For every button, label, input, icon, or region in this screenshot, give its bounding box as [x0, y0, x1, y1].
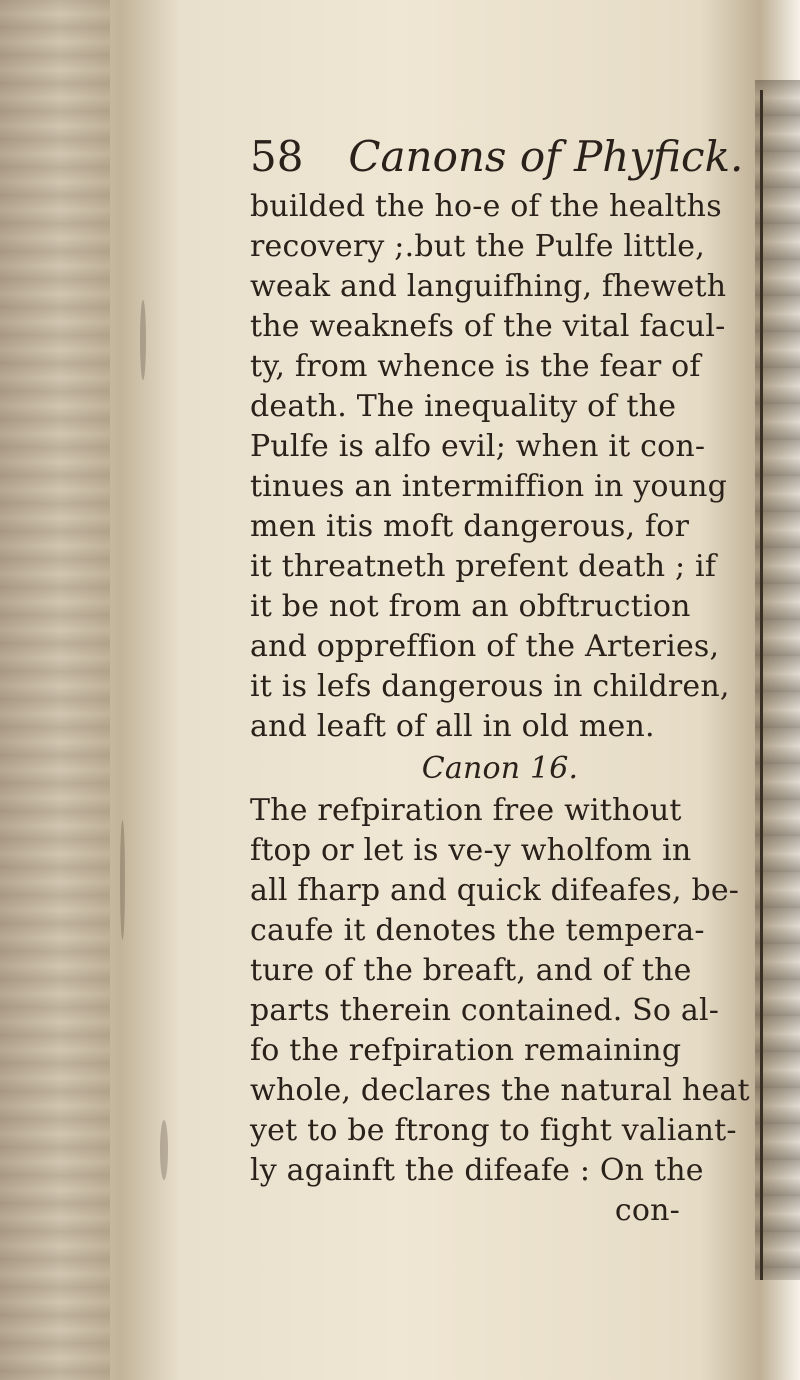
text-line: builded the ho-e of the healths — [250, 189, 722, 224]
text-line: men itis moft dangerous, for — [250, 509, 690, 544]
text-line: The refpiration free without — [250, 793, 682, 828]
text-line: parts therein contained. So al- — [250, 993, 720, 1028]
paper-stain — [140, 300, 146, 380]
page-number: 58 — [250, 132, 304, 181]
text-line: ftop or let is ve-y wholfom in — [250, 833, 692, 868]
text-line: it is lefs dangerous in children, — [250, 669, 730, 704]
text-line: weak and languifhing, fheweth — [250, 269, 727, 304]
book-page — [240, 115, 750, 1228]
text-line: death. The inequality of the — [250, 389, 677, 424]
text-line: all fharp and quick difeafes, be- — [250, 873, 740, 908]
text-line: the weaknefs of the vital facul- — [250, 309, 726, 344]
text-line: Pulfe is alfo evil; when it con- — [250, 429, 706, 464]
text-line: fo the refpiration remaining — [250, 1033, 682, 1068]
text-line: and oppreffion of the Arteries, — [250, 629, 720, 664]
canon-heading: Canon 16. — [421, 751, 579, 786]
paper-stain — [120, 820, 125, 940]
catchword: con- — [614, 1193, 680, 1228]
text-line: ly againft the difeafe : On the — [250, 1153, 704, 1188]
text-line: yet to be ftrong to fight valiant- — [250, 1113, 737, 1148]
left-page-edge — [0, 0, 110, 1380]
paper-stain — [160, 1120, 168, 1180]
page-header — [250, 127, 744, 187]
text-line: tinues an intermiffion in young — [250, 469, 728, 504]
text-line: ture of the breaft, and of the — [250, 953, 692, 988]
text-line: it be not from an obftruction — [250, 589, 691, 624]
text-line: it threatneth prefent death ; if — [250, 549, 717, 584]
text-line: ty, from whence is the fear of — [250, 349, 701, 384]
running-title: Canons of Phyfick. — [348, 132, 744, 181]
text-line: and leaft of all in old men. — [250, 709, 655, 744]
gutter-line — [760, 90, 763, 1280]
text-line: whole, declares the natural heat — [250, 1073, 750, 1108]
text-line: recovery ;.but the Pulfe little, — [250, 229, 705, 264]
text-line: caufe it denotes the tempera- — [250, 913, 705, 948]
